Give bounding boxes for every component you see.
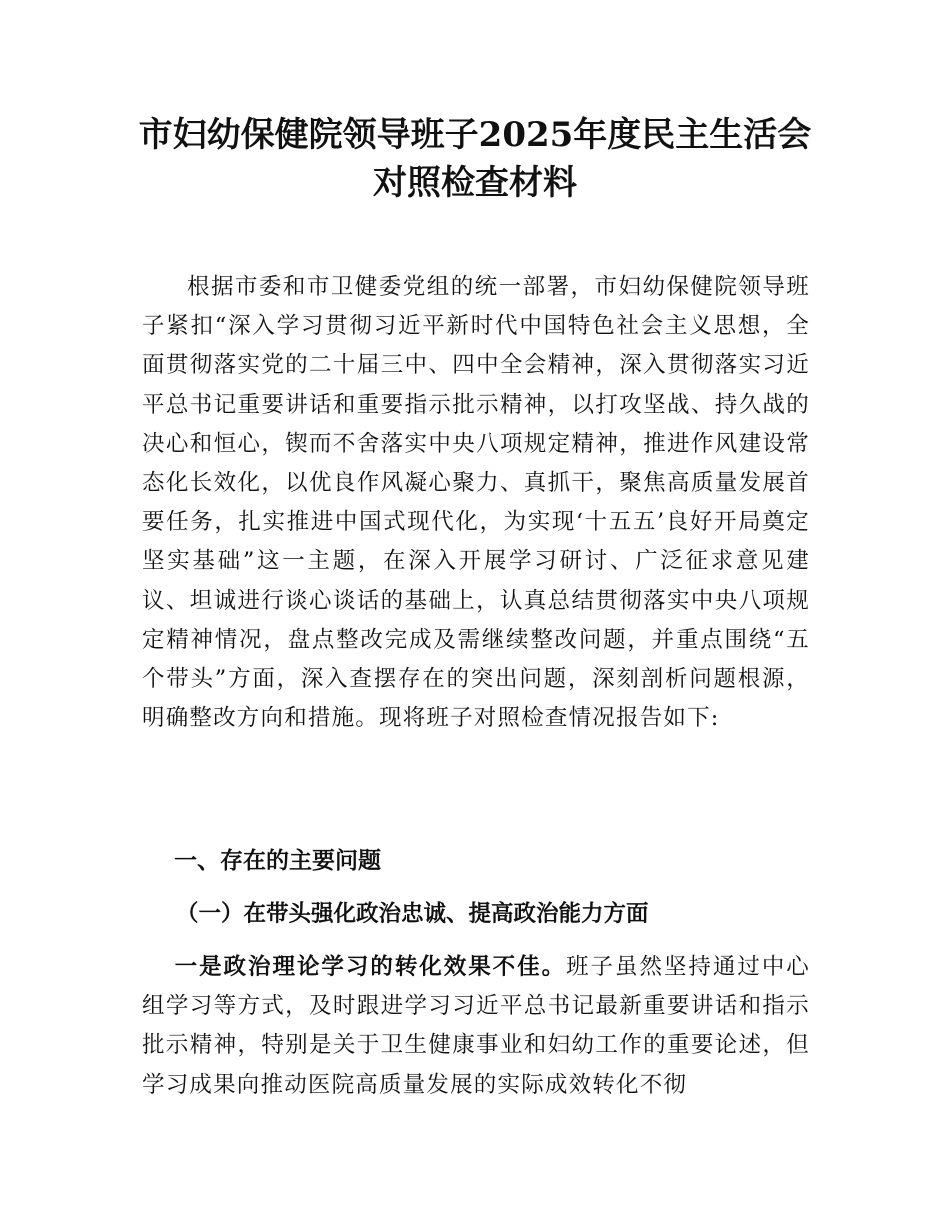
document-title-line-1: 市妇幼保健院领导班子2025年度民主生活会 (138, 115, 812, 155)
point-body-text: 班子虽然坚持通过中心组学习等方式，及时跟进学习习近平总书记最新重要讲话和指示批示精神，特别是关于卫生健康事业和妇幼工作的重要论述，但学习成果向推动医院高质量发展的实际成效转化不彻 (142, 954, 810, 1098)
point-lead-text: 一是政治理论学习的转化效果不佳。 (174, 954, 567, 980)
document-title-line-2: 对照检查材料 (373, 163, 577, 203)
point-paragraph (142, 948, 810, 1105)
intro-paragraph: 根据市委和市卫健委党组的统一部署，市妇幼保健院领导班子紧扣“深入学习贯彻习近平新时代中国特色社会主义思想，全面贯彻落实党的二十届三中、四中全会精神，深入贯彻落实习近平总书记重要讲话和重要指示批示精神，以打攻坚战、持久战的决心和恒心，锲而不舍落实中央八项规定精神，推进作风建设常态化长效化，以优良作风凝心聚力、真抓干，聚焦高质量发展首要任务，扎实推进中国式现代化，为实现‘十五五’良好开局奠定坚实基础”这一主题，在深入开展学习研讨、广泛征求意见建议、坦诚进行谈心谈话的基础上，认真总结贯彻落实中央八项规定精神情况，盘点整改完成及需继续整改问题，并重点围绕“五个带头”方面，深入查摆存在的突出问题，深刻剖析问题根源，明确整改方向和措施。现将班子对照检查情况报告如下: (142, 274, 810, 732)
subsection-heading: （一）在带头强化政治忠诚、提高政治能力方面 (176, 901, 649, 927)
section-heading: 一、存在的主要问题 (174, 848, 381, 874)
